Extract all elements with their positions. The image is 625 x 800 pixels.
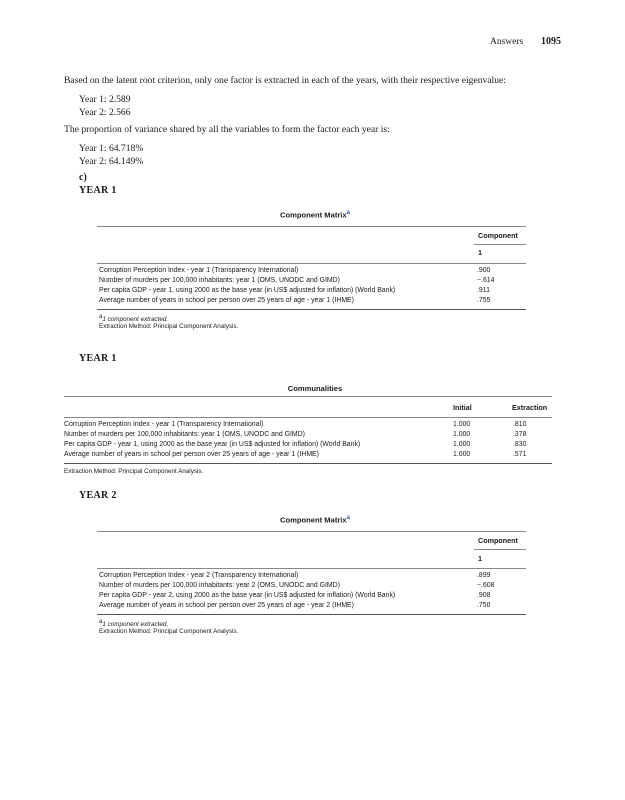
table-row-initial: 1.000	[453, 441, 471, 448]
table-row-value: .911	[477, 287, 490, 294]
column-header-number: 1	[478, 554, 482, 563]
extraction-method-note: Extraction Method: Principal Component Analysis.	[99, 323, 239, 330]
column-header-extraction: Extraction	[512, 403, 548, 412]
table-row-label: Corruption Perception Index - year 1 (Transparency International)	[64, 421, 264, 428]
column-header-component: Component	[478, 231, 518, 240]
extraction-method-note: Extraction Method: Principal Component Analysis.	[64, 468, 204, 475]
running-header-section: Answers	[490, 37, 524, 47]
table-row-label: Per capita GDP - year 2, using 2000 as the base year (in US$ adjusted for inflation) (World Bank)	[99, 592, 396, 599]
table-row-label: Corruption Perception Index - year 1 (Transparency International)	[99, 267, 299, 274]
table-rule	[64, 463, 552, 464]
table-footnote	[99, 619, 168, 628]
variance-year1: Year 1: 64.718%	[79, 143, 144, 154]
table-row-extraction: .830	[513, 441, 527, 448]
table-rule	[64, 417, 552, 418]
table-row-label: Per capita GDP - year 1, using 2000 as the base year (in US$ adjusted for inflation) (World Bank)	[99, 287, 396, 294]
footnote-marker: a	[99, 619, 103, 625]
column-header-initial: Initial	[453, 403, 472, 412]
variance-year2: Year 2: 64.149%	[79, 156, 144, 167]
table-row-value: .908	[477, 592, 491, 599]
footnote-marker: a	[346, 210, 350, 216]
column-header-number: 1	[478, 248, 482, 257]
table-row-extraction: .378	[513, 431, 527, 438]
table-rule	[474, 549, 526, 550]
table-title: Communalities	[287, 384, 343, 393]
table-title-text: Component Matrix	[279, 210, 347, 220]
eigenvalue-sentence: Based on the latent root criterion, only one factor is extracted in each of the years, with their respective eigenvalue:	[64, 75, 506, 86]
table-row-value: .750	[477, 602, 491, 609]
table-row-value: −.614	[477, 277, 495, 284]
year-label-table3: YEAR 2	[79, 490, 117, 501]
table-row-initial: 1.000	[453, 431, 471, 438]
year-label-table1: YEAR 1	[79, 185, 117, 196]
part-label: c)	[79, 172, 87, 183]
footnote-text: 1 component extracted.	[102, 621, 169, 629]
table-rule	[97, 531, 526, 532]
table-row-value: .900	[477, 267, 491, 274]
variance-sentence: The proportion of variance shared by all the variables to form the factor each year is:	[64, 124, 390, 135]
eigenvalue-year2: Year 2: 2.566	[79, 107, 131, 118]
table-row-label: Average number of years in school per person over 25 years of age - year 1 (IHME)	[99, 297, 354, 304]
table-rule	[97, 226, 526, 227]
table-row-label: Average number of years in school per person over 25 years of age - year 1 (IHME)	[64, 451, 319, 458]
table-row-value: .755	[477, 297, 491, 304]
table-row-initial: 1.000	[453, 451, 471, 458]
table-rule	[64, 396, 552, 397]
table-row-label: Corruption Perception Index - year 2 (Transparency International)	[99, 572, 299, 579]
year-label-table2: YEAR 1	[79, 353, 117, 364]
table-title	[240, 210, 390, 220]
table-footnote	[99, 314, 168, 323]
table-row-label: Average number of years in school per person over 25 years of age - year 2 (IHME)	[99, 602, 354, 609]
table-rule	[97, 614, 526, 615]
table-row-label: Number of murders per 100,000 inhabitants: year 1 (OMS, UNODC and GIMD)	[99, 277, 340, 284]
table-row-extraction: .571	[513, 451, 527, 458]
extraction-method-note: Extraction Method: Principal Component Analysis.	[99, 628, 239, 635]
column-header-component: Component	[478, 536, 518, 545]
table-title	[240, 515, 390, 525]
table-rule	[474, 244, 526, 245]
table-row-label: Per capita GDP - year 1, using 2000 as the base year (in US$ adjusted for inflation) (World Bank)	[64, 441, 361, 448]
page-number: 1095	[541, 36, 561, 47]
table-row-value: .899	[477, 572, 491, 579]
footnote-marker: a	[99, 314, 103, 320]
table-title-text: Component Matrix	[279, 515, 347, 525]
table-rule	[97, 263, 526, 264]
table-row-label: Number of murders per 100,000 inhabitants: year 1 (OMS, UNODC and GIMD)	[64, 431, 305, 438]
footnote-marker: a	[346, 515, 350, 521]
table-row-label: Number of murders per 100,000 inhabitants: year 2 (OMS, UNODC and GIMD)	[99, 582, 340, 589]
table-row-extraction: .810	[513, 421, 527, 428]
table-row-value: −.608	[477, 582, 495, 589]
table-rule	[97, 568, 526, 569]
table-rule	[97, 309, 526, 310]
eigenvalue-year1: Year 1: 2.589	[79, 94, 131, 105]
table-row-initial: 1.000	[453, 421, 471, 428]
footnote-text: 1 component extracted.	[102, 316, 169, 324]
